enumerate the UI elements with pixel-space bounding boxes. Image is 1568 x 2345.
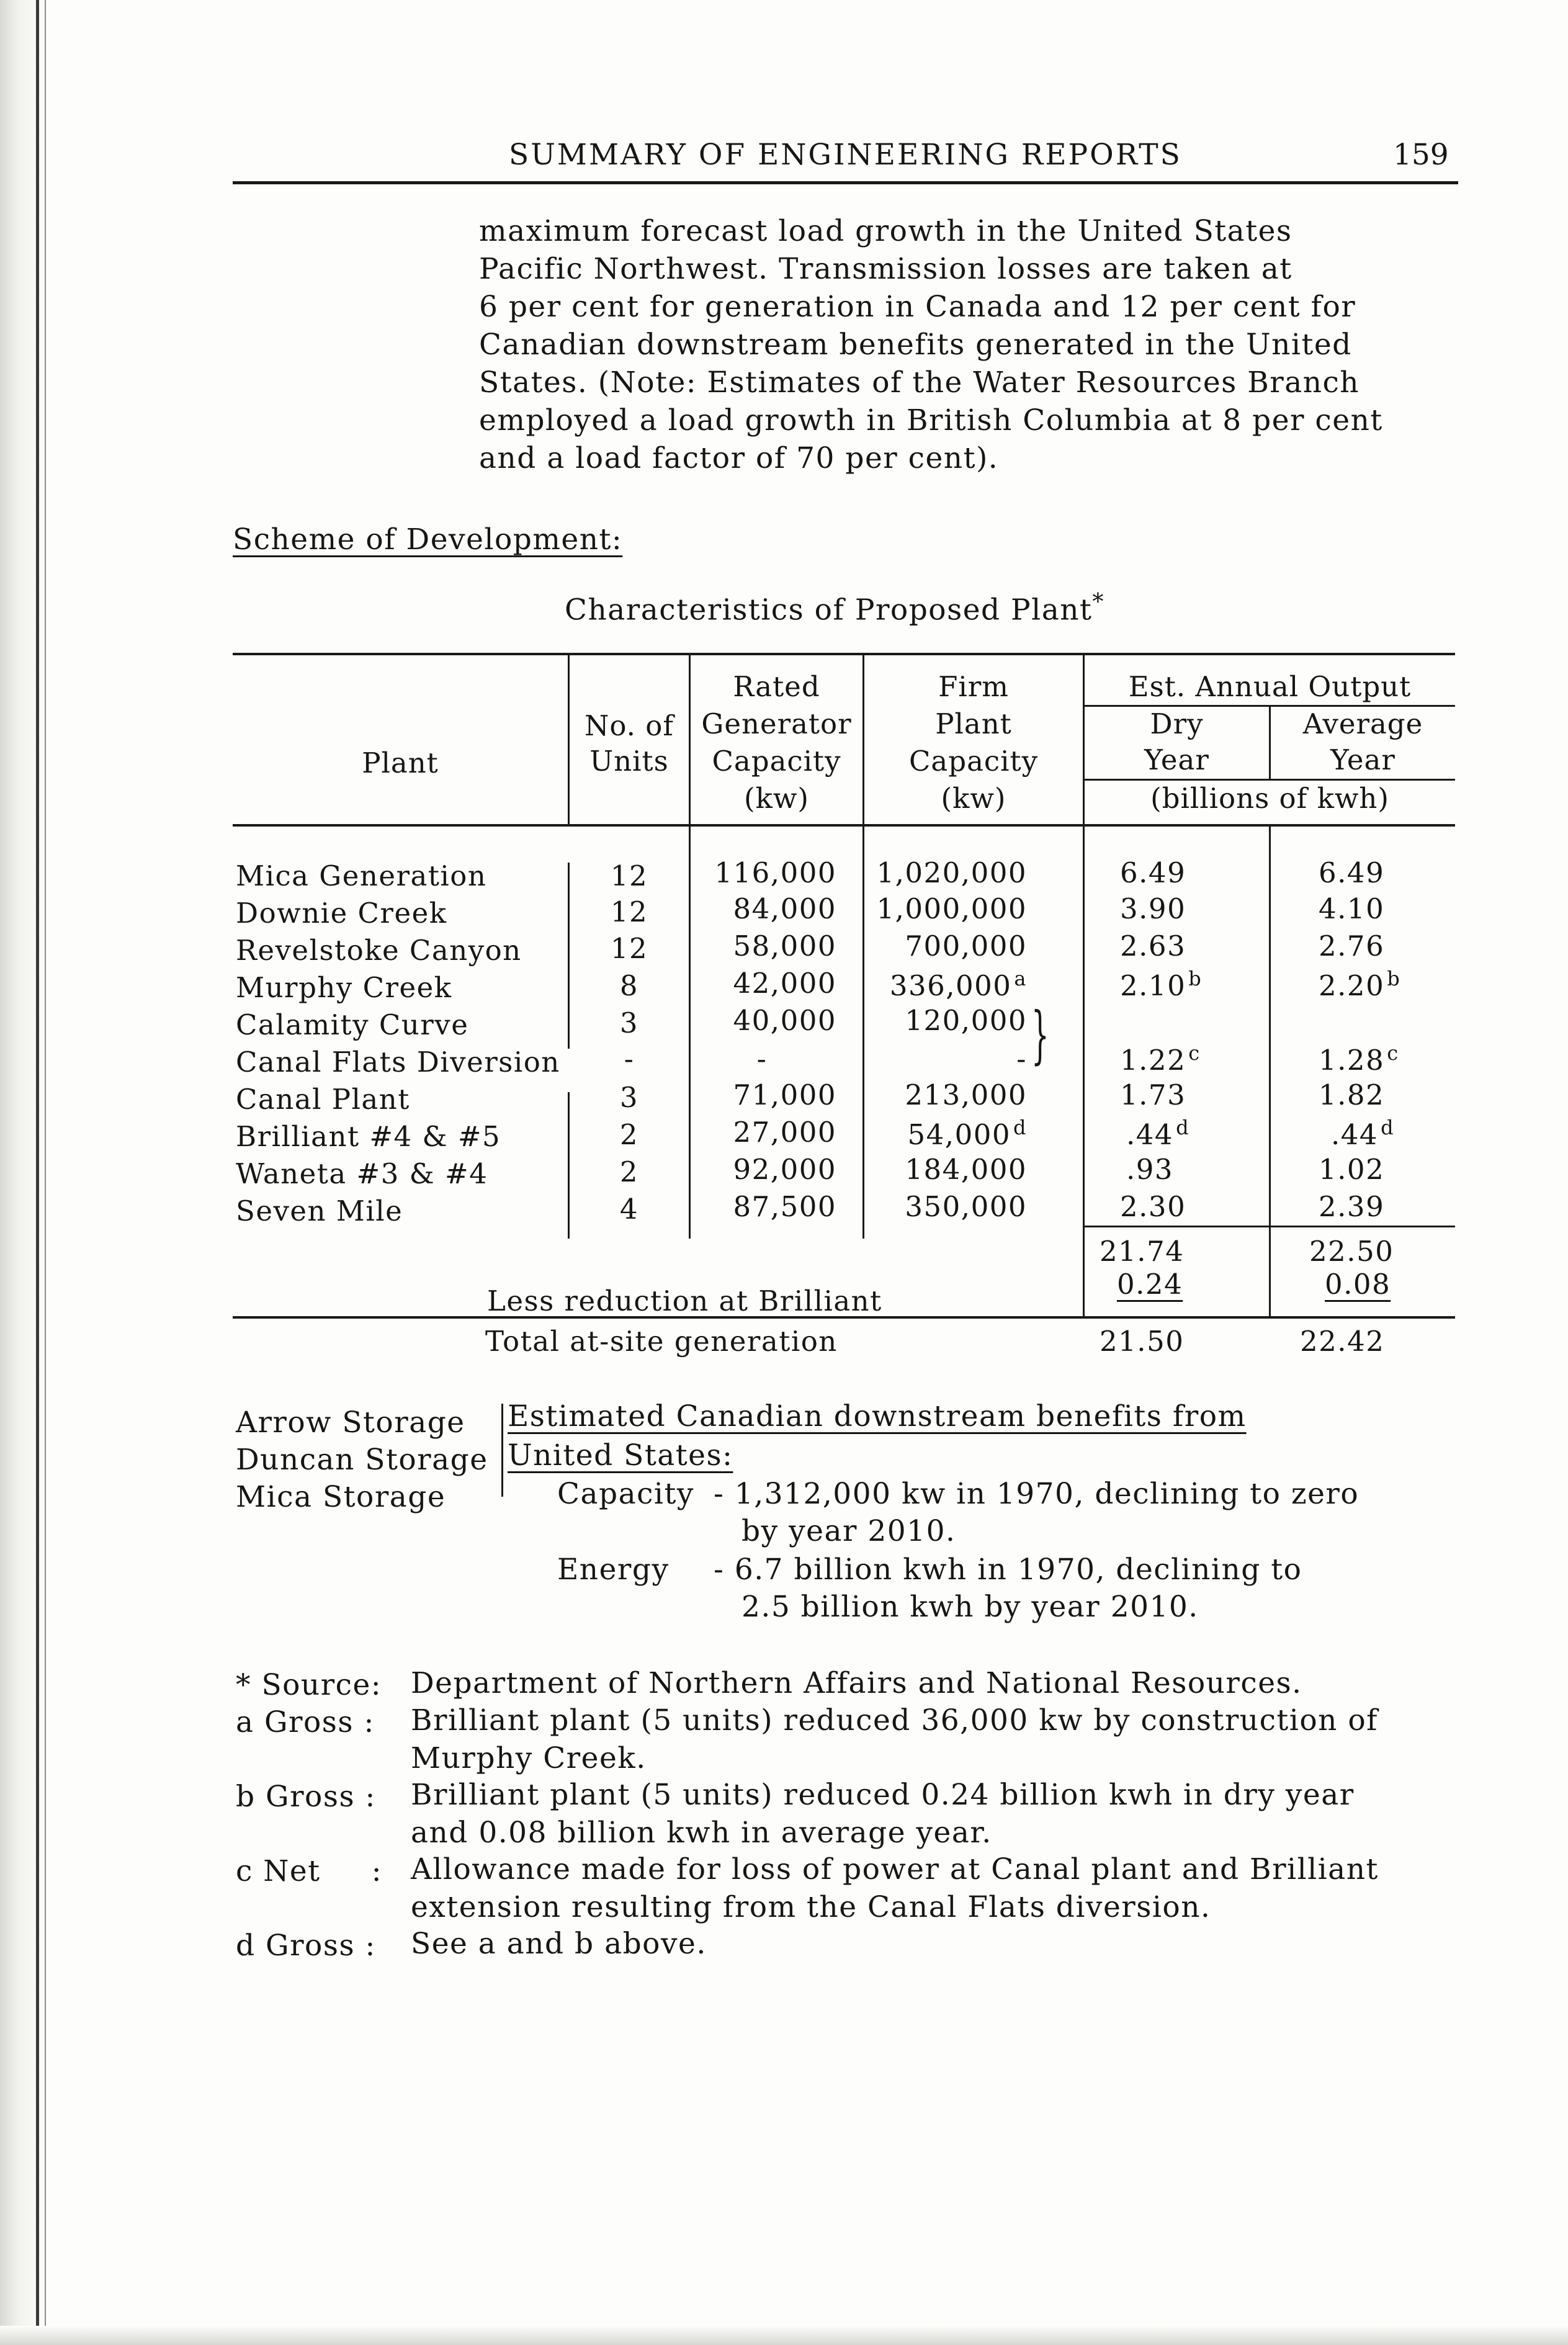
avg-year-cell: 2.76	[1319, 930, 1385, 962]
capacity-text-line1: - 1,312,000 kw in 1970, declining to zero	[714, 1477, 1360, 1511]
intro-paragraph	[479, 212, 1383, 477]
intro-line: employed a load growth in British Columbia at 8 per cent	[479, 403, 1383, 437]
firm-cell: 1,000,000	[876, 892, 1027, 925]
col-header-avg-2: Year	[1330, 743, 1396, 776]
footnote-line: Department of Northern Affairs and National Resources.	[411, 1666, 1302, 1700]
dry-year-cell: 2.30	[1120, 1190, 1186, 1223]
rated-cell: 92,000	[733, 1153, 836, 1186]
footnote-text	[411, 1702, 1378, 1777]
firm-value: 336,000	[889, 969, 1012, 1002]
units-cell: 12	[610, 895, 648, 928]
plant-name: Downie Creek	[236, 897, 447, 930]
storage-item: Arrow Storage	[236, 1406, 465, 1440]
avg-year-cell: 6.49	[1319, 856, 1385, 889]
avg-year-cell	[1319, 1041, 1399, 1077]
footnote-line: extension resulting from the Canal Flats diversion.	[411, 1890, 1211, 1924]
reduction-label: Less reduction at Brilliant	[487, 1285, 882, 1317]
units-cell: -	[624, 1042, 635, 1075]
firm-value: 54,000	[907, 1118, 1011, 1151]
col-header-rated-2: Generator	[701, 707, 852, 740]
capacity-text-line2: by year 2010.	[741, 1514, 956, 1548]
grouping-brace: }	[1031, 998, 1049, 1071]
footnote-text	[411, 1776, 1355, 1852]
footnote-line: Brilliant plant (5 units) reduced 0.24 billion kwh in dry year	[411, 1778, 1355, 1812]
dry-value: 1.22	[1120, 1044, 1186, 1077]
footnote-line: Brilliant plant (5 units) reduced 36,000 kw by construction of	[411, 1703, 1379, 1737]
units-cell: 12	[610, 859, 648, 892]
intro-line: and a load factor of 70 per cent).	[479, 441, 999, 475]
capacity-label: Capacity	[557, 1477, 694, 1511]
col-header-dry-1: Dry	[1150, 707, 1204, 740]
footnote-text	[411, 1664, 1302, 1702]
footnote-label: a Gross :	[236, 1705, 375, 1739]
running-head: SUMMARY OF ENGINEERING REPORTS	[509, 138, 1182, 172]
col-header-unit-note: (billions of kwh)	[1150, 782, 1389, 815]
plant-name: Waneta #3 & #4	[236, 1157, 488, 1190]
footnote-line: Allowance made for loss of power at Canal plant and Brilliant	[411, 1852, 1379, 1886]
energy-label: Energy	[557, 1553, 670, 1587]
benefits-heading-line1: Estimated Canadian downstream benefits from	[508, 1399, 1247, 1433]
plant-name: Canal Flats Diversion	[236, 1046, 560, 1078]
table-top-rule	[233, 653, 1455, 655]
footnote-marker: b	[1188, 967, 1203, 990]
plant-name: Calamity Curve	[236, 1008, 469, 1041]
plant-name: Mica Generation	[236, 859, 487, 892]
reduction-dry: 0.24	[1117, 1268, 1183, 1301]
plant-name: Canal Plant	[236, 1083, 410, 1116]
intro-line: Pacific Northwest. Transmission losses are taken at	[479, 252, 1292, 286]
col-header-firm-2: Plant	[935, 707, 1012, 740]
avg-year-cell: 4.10	[1319, 892, 1385, 925]
storage-bracket-line	[501, 1404, 503, 1497]
dry-year-cell	[1126, 1116, 1189, 1151]
firm-cell: 184,000	[905, 1153, 1027, 1186]
energy-text-line1: - 6.7 billion kwh in 1970, declining to	[714, 1553, 1302, 1587]
firm-cell: -	[1016, 1042, 1027, 1075]
dry-year-cell: 3.90	[1120, 892, 1186, 925]
avg-year-cell: 2.39	[1319, 1190, 1385, 1223]
units-cell: 3	[619, 1081, 639, 1114]
footnote-marker: d	[1013, 1116, 1027, 1139]
footnote-text	[411, 1850, 1379, 1926]
caption-asterisk: *	[1092, 590, 1104, 615]
firm-cell: 700,000	[905, 930, 1027, 962]
rated-cell: -	[756, 1042, 768, 1075]
footnote-marker: c	[1188, 1041, 1201, 1065]
header-rule	[233, 181, 1458, 184]
intro-line: 6 per cent for generation in Canada and 12 per cent for	[479, 290, 1356, 324]
col-header-dry-2: Year	[1144, 743, 1209, 776]
rated-cell: 27,000	[733, 1116, 836, 1149]
footnote-marker: c	[1387, 1041, 1399, 1065]
units-cell: 4	[619, 1193, 639, 1226]
footnote-line: Murphy Creek.	[411, 1741, 647, 1775]
dry-year-cell	[1120, 967, 1202, 1002]
plant-name: Revelstoke Canyon	[236, 934, 522, 967]
storage-item: Duncan Storage	[236, 1443, 488, 1477]
plant-name: Brilliant #4 & #5	[236, 1120, 501, 1153]
firm-cell: 1,020,000	[876, 856, 1027, 889]
dry-value: .44	[1126, 1118, 1174, 1151]
page-bottom-edge	[0, 2326, 1568, 2345]
footnote-marker: a	[1014, 967, 1027, 990]
page-binding-shadow	[0, 0, 50, 2345]
rated-cell: 42,000	[733, 967, 836, 1000]
col-header-rated-4: (kw)	[744, 782, 809, 815]
avg-year-cell: 1.02	[1319, 1153, 1385, 1186]
plant-name: Murphy Creek	[236, 971, 452, 1004]
col-header-rated-3: Capacity	[712, 745, 841, 778]
subtotal-avg: 22.50	[1309, 1235, 1394, 1268]
footnote-line: and 0.08 billion kwh in average year.	[411, 1816, 992, 1850]
firm-cell: 350,000	[905, 1190, 1027, 1223]
footnote-marker: d	[1381, 1116, 1395, 1139]
col-header-firm-1: Firm	[938, 670, 1009, 703]
col-header-units-2: Units	[589, 745, 669, 778]
footnote-label: * Source:	[236, 1668, 382, 1702]
page-number: 159	[1393, 138, 1449, 172]
avg-year-cell	[1319, 967, 1400, 1002]
dry-year-cell: 1.73	[1120, 1078, 1186, 1111]
footnote-marker: b	[1387, 967, 1401, 990]
table-caption	[565, 590, 1104, 627]
dry-year-cell: 6.49	[1120, 856, 1186, 889]
firm-cell	[864, 1116, 1027, 1151]
footnote-text	[411, 1925, 707, 1963]
avg-year-cell	[1331, 1116, 1394, 1151]
avg-value: .44	[1331, 1118, 1379, 1151]
binding-edge-line-inner	[45, 0, 46, 2345]
col-header-firm-4: (kw)	[941, 782, 1006, 815]
col-header-output: Est. Annual Output	[1128, 670, 1412, 703]
avg-value: 2.20	[1319, 969, 1385, 1002]
total-avg: 22.42	[1300, 1325, 1385, 1358]
plant-name: Seven Mile	[236, 1195, 403, 1227]
rated-cell: 58,000	[733, 930, 836, 962]
units-cell: 3	[619, 1007, 639, 1039]
intro-line: maximum forecast load growth in the United States	[479, 214, 1292, 248]
rated-cell: 87,500	[733, 1190, 836, 1223]
units-cell: 8	[619, 969, 639, 1002]
rated-cell: 71,000	[733, 1078, 836, 1111]
footnote-label: b Gross :	[236, 1780, 376, 1814]
col-header-avg-1: Average	[1302, 707, 1423, 740]
units-cell: 2	[619, 1118, 639, 1151]
rated-cell: 40,000	[733, 1004, 836, 1037]
footnote-line: See a and b above.	[411, 1927, 707, 1961]
rated-cell: 116,000	[714, 856, 836, 889]
avg-value: 1.28	[1319, 1044, 1385, 1077]
firm-cell: 213,000	[905, 1078, 1027, 1111]
units-cell: 2	[619, 1155, 639, 1188]
dry-value: 2.10	[1120, 969, 1186, 1002]
dry-year-cell: 2.63	[1120, 930, 1186, 962]
footnote-marker: d	[1176, 1116, 1190, 1139]
col-header-firm-3: Capacity	[909, 745, 1038, 778]
benefits-heading-line2: United States:	[508, 1438, 733, 1473]
total-dry: 21.50	[1100, 1325, 1185, 1358]
storage-item: Mica Storage	[236, 1480, 446, 1514]
firm-cell	[864, 967, 1027, 1002]
total-label: Total at-site generation	[485, 1325, 838, 1358]
rated-cell: 84,000	[733, 892, 836, 925]
col-divider-dry	[1269, 827, 1271, 1318]
intro-line: Canadian downstream benefits generated in the United	[479, 328, 1352, 362]
dry-year-cell: .93	[1126, 1153, 1174, 1186]
intro-line: States. (Note: Estimates of the Water Resources Branch	[479, 365, 1360, 400]
units-cell: 12	[610, 932, 648, 965]
energy-text-line2: 2.5 billion kwh by year 2010.	[741, 1590, 1199, 1624]
dry-year-cell	[1120, 1041, 1201, 1077]
footnote-label: c Net :	[236, 1854, 383, 1888]
reduction-avg: 0.08	[1325, 1268, 1391, 1301]
footnote-label: d Gross :	[236, 1929, 376, 1963]
firm-cell: 120,000	[905, 1004, 1027, 1037]
table-caption-text: Characteristics of Proposed Plant	[565, 593, 1093, 627]
col-header-units-1: No. of	[584, 709, 674, 742]
subtotal-dry: 21.74	[1100, 1235, 1185, 1268]
binding-edge-line	[36, 0, 39, 2345]
section-heading: Scheme of Development:	[233, 522, 623, 557]
header-bottom-rule	[233, 824, 1455, 827]
col-header-rated-1: Rated	[733, 670, 820, 703]
avg-year-cell: 1.82	[1319, 1078, 1385, 1111]
col-header-plant: Plant	[362, 747, 439, 779]
